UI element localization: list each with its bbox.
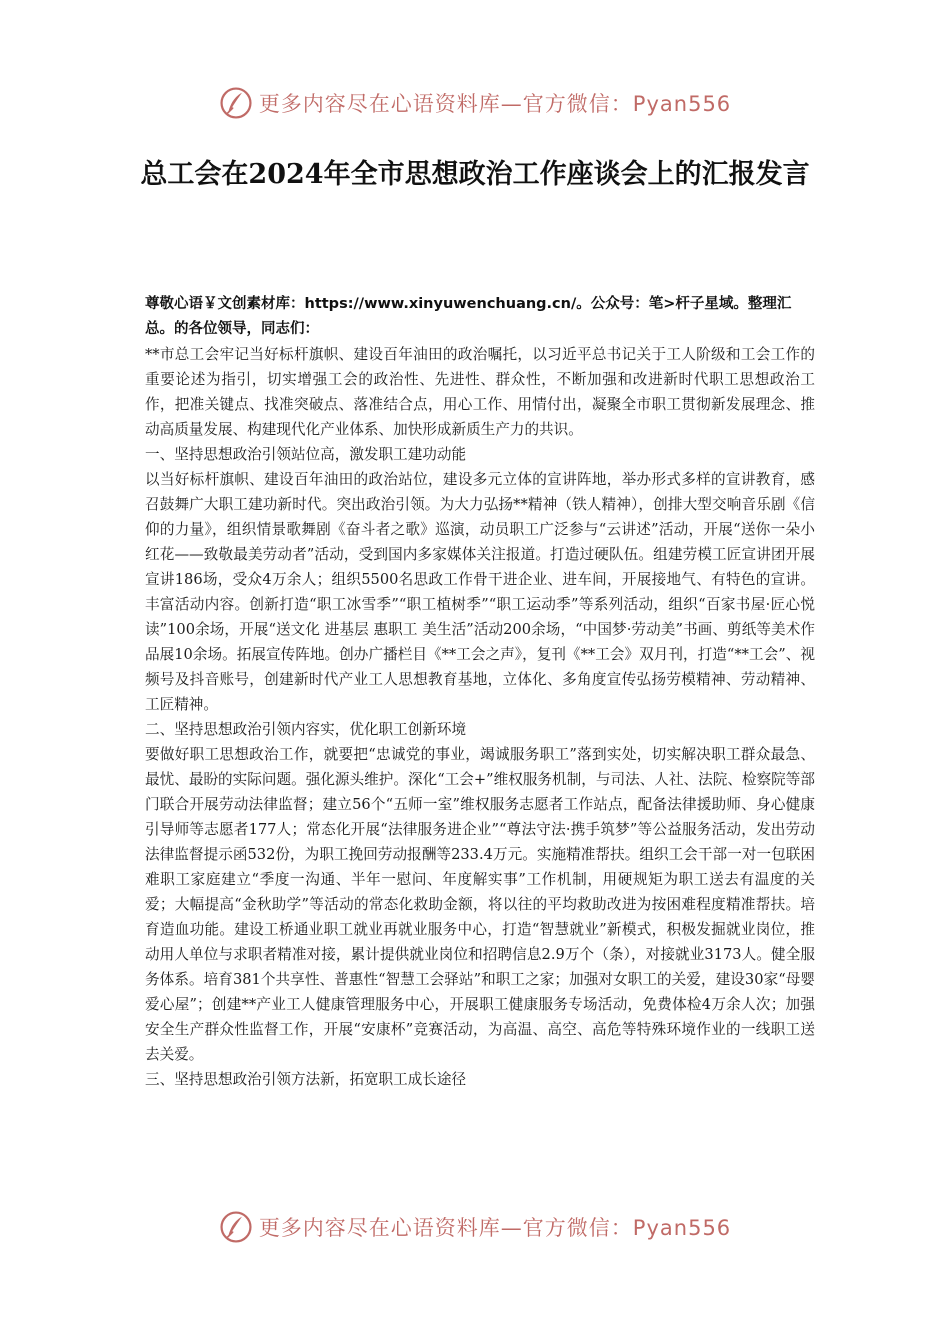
section-heading-1: 一、坚持思想政治引领站位高，激发职工建功动能 <box>145 446 467 463</box>
header-watermark <box>0 83 950 123</box>
feather-pen-logo-icon <box>219 1210 253 1244</box>
greeting-line: 尊敬心语￥文创素材库：https://www.xinyuwenchuang.cn/。公众号：笔>杆子星域。整理汇总。的各位领导，同志们： <box>145 296 792 337</box>
section-heading-2: 二、坚持思想政治引领内容实，优化职工创新环境 <box>145 721 467 738</box>
intro-paragraph: **市总工会牢记当好标杆旗帜、建设百年油田的政治嘱托，以习近平总书记关于工人阶级和工会工作的重要论述为指引，切实增强工会的政治性、先进性、群众性，不断加强和改进新时代职工思想政治工作，把准关键点、找准突破点、落准结合点，用心工作、用情付出，凝聚全市职工贯彻新发展理念、推动高质量发展、构建现代化产业体系、加快形成新质生产力的共识。 <box>145 346 815 438</box>
section-body-1: 以当好标杆旗帜、建设百年油田的政治站位，建设多元立体的宣讲阵地，举办形式多样的宣讲教育，感召鼓舞广大职工建功新时代。突出政治引领。为大力弘扬**精神（铁人精神），创排大型交响音乐剧《信仰的力量》，组织情景歌舞剧《奋斗者之歌》巡演，动员职工广泛参与“云讲述”活动，开展“送你一朵小红花——致敬最美劳动者”活动，受到国内多家媒体关注报道。打造过硬队伍。组建劳模工匠宣讲团开展宣讲186场，受众4万余人；组织5500名思政工作骨干进企业、进车间，开展接地气、有特色的宣讲。丰富活动内容。创新打造“职工冰雪季”“职工植树季”“职工运动季”等系列活动，组织“百家书屋·匠心悦读”100余场，开展“送文化 进基层 惠职工 美生活”活动200余场，“中国梦·劳动美”书画、剪纸等美术作品展10余场。拓展宣传阵地。创办广播栏目《**工会之声》，复刊《**工会》双月刊，打造“**工会”、视频号及抖音账号，创建新时代产业工人思想教育基地，立体化、多角度宣传弘扬劳模精神、劳动精神、工匠精神。 <box>145 471 815 713</box>
watermark-text: 更多内容尽在心语资料库—官方微信：Pyan556 <box>258 92 732 116</box>
document-title: 总工会在2024年全市思想政治工作座谈会上的汇报发言 <box>140 159 810 190</box>
document-body <box>145 292 815 1092</box>
section-heading-3: 三、坚持思想政治引领方法新，拓宽职工成长途径 <box>145 1071 467 1088</box>
feather-pen-logo-icon <box>219 86 253 120</box>
section-body-2: 要做好职工思想政治工作，就要把“忠诚党的事业，竭诚服务职工”落到实处，切实解决职工群众最急、最忧、最盼的实际问题。强化源头维护。深化“工会+”维权服务机制，与司法、人社、法院、检察院等部门联合开展劳动法律监督；建立56个“五师一室”维权服务志愿者工作站点，配备法律援助师、身心健康引导师等志愿者177人；常态化开展“法律服务进企业”“尊法守法·携手筑梦”等公益服务活动，发出劳动法律监督提示函532份，为职工挽回劳动报酬等233.4万元。实施精准帮扶。组织工会干部一对一包联困难职工家庭建立“季度一沟通、半年一慰问、年度解实事”工作机制，用硬规矩为职工送去有温度的关爱；大幅提高“金秋助学”等活动的常态化救助金额，将以往的平均救助改进为按困难程度精准帮扶。培育造血功能。建设工桥通业职工就业再就业服务中心，打造“智慧就业”新模式，积极发掘就业岗位，推动用人单位与求职者精准对接，累计提供就业岗位和招聘信息2.9万个（条），对接就业3173人。健全服务体系。培育381个共享性、普惠性“智慧工会驿站”和职工之家；加强对女职工的关爱，建设30家“母婴爱心屋”；创建**产业工人健康管理服务中心，开展职工健康服务专场活动，免费体检4万余人次；加强安全生产群众性监督工作，开展“安康杯”竞赛活动，为高温、高空、高危等特殊环境作业的一线职工送去关爱。 <box>145 746 815 1063</box>
watermark-text: 更多内容尽在心语资料库—官方微信：Pyan556 <box>258 1216 732 1240</box>
footer-watermark <box>0 1207 950 1247</box>
